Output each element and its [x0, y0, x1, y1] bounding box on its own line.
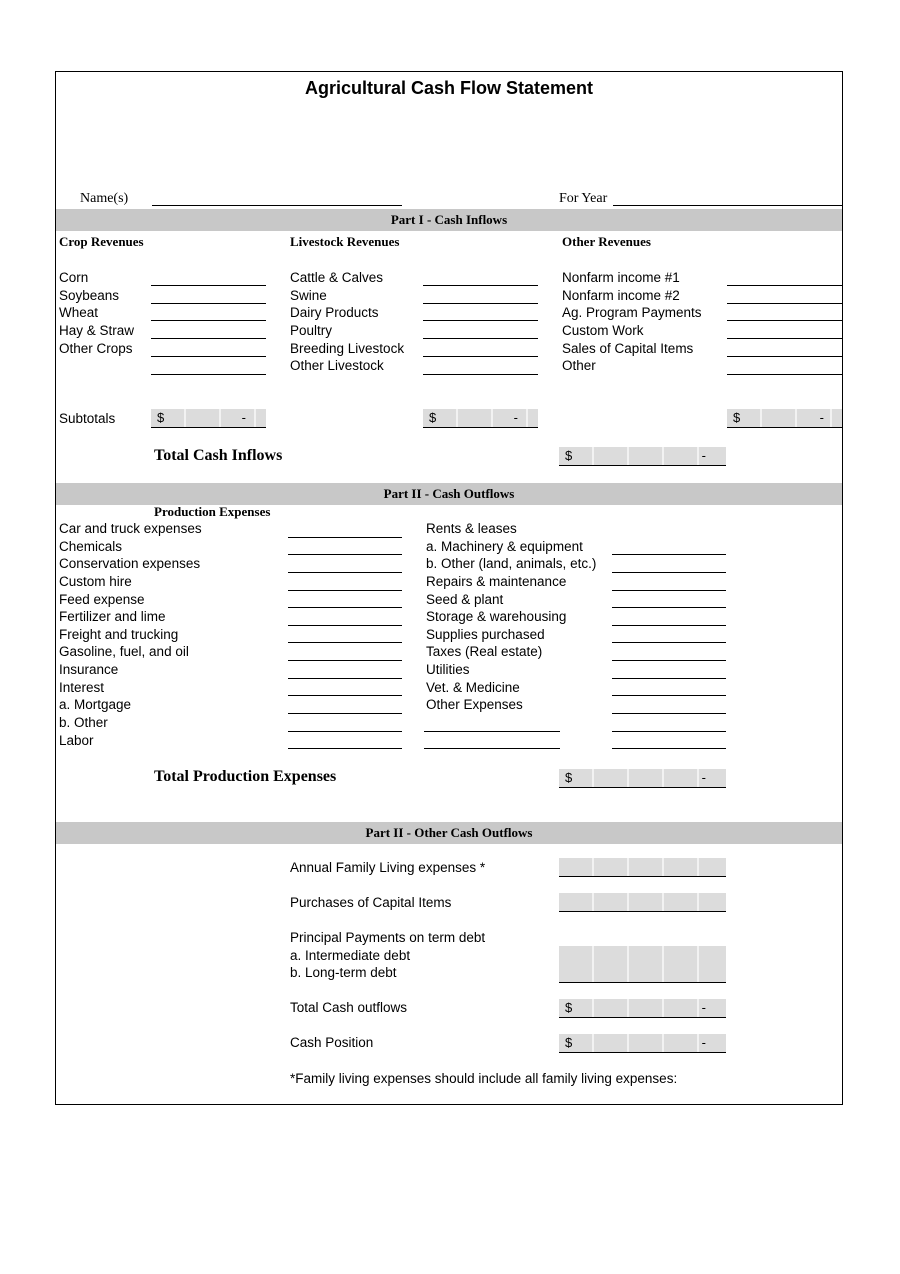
expense-input-line[interactable] [288, 678, 402, 679]
livestock-item: Poultry [290, 323, 333, 338]
other-revenue-item: Custom Work [562, 323, 644, 338]
expense-item: Utilities [426, 662, 470, 677]
total-cash-inflows-field[interactable] [559, 447, 726, 466]
total-cash-outflows-label: Total Cash outflows [290, 1000, 408, 1015]
other-revenue-item: Nonfarm income #2 [562, 288, 680, 303]
part1-header: Part I - Cash Inflows [56, 209, 842, 231]
currency-symbol: $ [565, 448, 573, 463]
currency-symbol: $ [157, 410, 165, 425]
total-production-expenses-field[interactable] [559, 769, 726, 788]
other-revenue-item: Other [562, 358, 596, 373]
other-revenue-input-line[interactable] [727, 338, 842, 339]
crop-input-line[interactable] [151, 374, 266, 375]
crop-input-line[interactable] [151, 356, 266, 357]
cash-position-field[interactable] [559, 1034, 726, 1053]
crop-revenues-heading: Crop Revenues [59, 234, 144, 249]
other-expenses-description-line[interactable] [424, 731, 560, 732]
expense-item: b. Other [59, 715, 108, 730]
currency-symbol: $ [565, 1035, 573, 1050]
other-revenue-input-line[interactable] [727, 320, 842, 321]
other-revenue-input-line[interactable] [727, 374, 842, 375]
capital-purchases-label: Purchases of Capital Items [290, 895, 452, 910]
other-revenues-heading: Other Revenues [562, 234, 651, 249]
livestock-input-line[interactable] [423, 303, 538, 304]
expense-item: Insurance [59, 662, 119, 677]
livestock-item: Breeding Livestock [290, 341, 405, 356]
livestock-item: Other Livestock [290, 358, 384, 373]
family-living-label: Annual Family Living expenses * [290, 860, 486, 875]
crop-input-line[interactable] [151, 320, 266, 321]
livestock-item: Cattle & Calves [290, 270, 384, 285]
currency-symbol: $ [733, 410, 741, 425]
expense-input-line[interactable] [288, 607, 402, 608]
principal-payments-heading: Principal Payments on term debt [290, 930, 486, 945]
livestock-input-line[interactable] [423, 338, 538, 339]
expense-item: Rents & leases [426, 521, 517, 536]
other-revenue-item: Sales of Capital Items [562, 341, 694, 356]
expense-item: Storage & warehousing [426, 609, 567, 624]
capital-purchases-field[interactable] [559, 893, 726, 912]
empty-value-dash: - [241, 410, 246, 425]
expense-input-line[interactable] [288, 695, 402, 696]
expense-input-line[interactable] [612, 713, 726, 714]
crop-item: Wheat [59, 305, 99, 320]
expense-item: Custom hire [59, 574, 132, 589]
expense-item: Chemicals [59, 539, 123, 554]
expense-item: Vet. & Medicine [426, 680, 520, 695]
expense-item: Supplies purchased [426, 627, 545, 642]
total-cash-outflows-field[interactable] [559, 999, 726, 1018]
expense-input-line[interactable] [288, 660, 402, 661]
cash-position-label: Cash Position [290, 1035, 374, 1050]
expense-item: Gasoline, fuel, and oil [59, 644, 189, 659]
currency-symbol: $ [565, 1000, 573, 1015]
long-term-debt-field[interactable] [559, 964, 726, 983]
crop-input-line[interactable] [151, 285, 266, 286]
other-revenue-input-line[interactable] [727, 285, 842, 286]
expense-item: Car and truck expenses [59, 521, 202, 536]
empty-value-dash: - [701, 448, 706, 463]
livestock-input-line[interactable] [423, 356, 538, 357]
empty-value-dash: - [701, 770, 706, 785]
expense-item: Freight and trucking [59, 627, 179, 642]
expense-input-line[interactable] [612, 590, 726, 591]
empty-value-dash: - [701, 1000, 706, 1015]
expense-item: Fertilizer and lime [59, 609, 166, 624]
other-expenses-description-line[interactable] [424, 748, 560, 749]
part2-header: Part II - Cash Outflows [56, 483, 842, 505]
currency-symbol: $ [565, 770, 573, 785]
crop-subtotal-field[interactable] [151, 409, 266, 428]
production-expenses-heading: Production Expenses [154, 504, 271, 519]
crop-item: Other Crops [59, 341, 133, 356]
expense-item: Other Expenses [426, 697, 523, 712]
intermediate-debt-label: a. Intermediate debt [290, 948, 411, 963]
expense-input-line[interactable] [612, 554, 726, 555]
livestock-input-line[interactable] [423, 374, 538, 375]
expense-input-line[interactable] [288, 731, 402, 732]
expense-input-line[interactable] [288, 642, 402, 643]
crop-item: Soybeans [59, 288, 120, 303]
expense-input-line[interactable] [612, 695, 726, 696]
long-term-debt-label: b. Long-term debt [290, 965, 397, 980]
year-field[interactable] [613, 205, 842, 206]
other-revenue-input-line[interactable] [727, 356, 842, 357]
expense-input-line[interactable] [288, 537, 402, 538]
livestock-input-line[interactable] [423, 285, 538, 286]
intermediate-debt-field[interactable] [559, 946, 726, 965]
subtotals-label: Subtotals [59, 411, 116, 426]
expense-item: b. Other (land, animals, etc.) [426, 556, 597, 571]
family-living-footnote: *Family living expenses should include all family living expenses: [290, 1071, 678, 1086]
family-living-field[interactable] [559, 858, 726, 877]
livestock-revenues-heading: Livestock Revenues [290, 234, 400, 249]
expense-item: Labor [59, 733, 94, 748]
year-label: For Year [559, 191, 608, 206]
total-cash-inflows-label: Total Cash Inflows [154, 447, 283, 464]
expense-input-line[interactable] [288, 748, 402, 749]
empty-value-dash: - [513, 410, 518, 425]
part3-header: Part II - Other Cash Outflows [56, 822, 842, 844]
livestock-subtotal-field[interactable] [423, 409, 538, 428]
expense-item: a. Machinery & equipment [426, 539, 583, 554]
expense-input-line[interactable] [288, 572, 402, 573]
crop-input-line[interactable] [151, 338, 266, 339]
expense-input-line[interactable] [288, 590, 402, 591]
expense-item: Seed & plant [426, 592, 504, 607]
other-subtotal-field[interactable] [727, 409, 842, 428]
expense-item: Feed expense [59, 592, 145, 607]
other-revenue-item: Nonfarm income #1 [562, 270, 680, 285]
expense-input-line[interactable] [288, 625, 402, 626]
name-field[interactable] [152, 205, 402, 206]
expense-item: Conservation expenses [59, 556, 201, 571]
expense-item: Interest [59, 680, 105, 695]
expense-input-line[interactable] [288, 554, 402, 555]
expense-input-line[interactable] [612, 572, 726, 573]
expense-input-line[interactable] [612, 748, 726, 749]
expense-input-line[interactable] [612, 625, 726, 626]
empty-value-dash: - [701, 1035, 706, 1050]
expense-item: Taxes (Real estate) [426, 644, 543, 659]
other-revenue-input-line[interactable] [727, 303, 842, 304]
livestock-item: Swine [290, 288, 327, 303]
expense-input-line[interactable] [612, 678, 726, 679]
other-revenue-item: Ag. Program Payments [562, 305, 702, 320]
livestock-item: Dairy Products [290, 305, 379, 320]
crop-item: Hay & Straw [59, 323, 135, 338]
currency-symbol: $ [429, 410, 437, 425]
crop-item: Corn [59, 270, 89, 285]
total-production-expenses-label: Total Production Expenses [154, 768, 337, 785]
livestock-input-line[interactable] [423, 320, 538, 321]
expense-item: a. Mortgage [59, 697, 132, 712]
expense-input-line[interactable] [288, 713, 402, 714]
expense-item: Repairs & maintenance [426, 574, 567, 589]
cash-flow-form [55, 71, 843, 1105]
page-title: Agricultural Cash Flow Statement [304, 78, 594, 98]
expense-input-line[interactable] [612, 660, 726, 661]
expense-input-line[interactable] [612, 607, 726, 608]
name-label: Name(s) [80, 191, 129, 206]
expense-input-line[interactable] [612, 731, 726, 732]
empty-value-dash: - [819, 410, 824, 425]
crop-input-line[interactable] [151, 303, 266, 304]
expense-input-line[interactable] [612, 642, 726, 643]
